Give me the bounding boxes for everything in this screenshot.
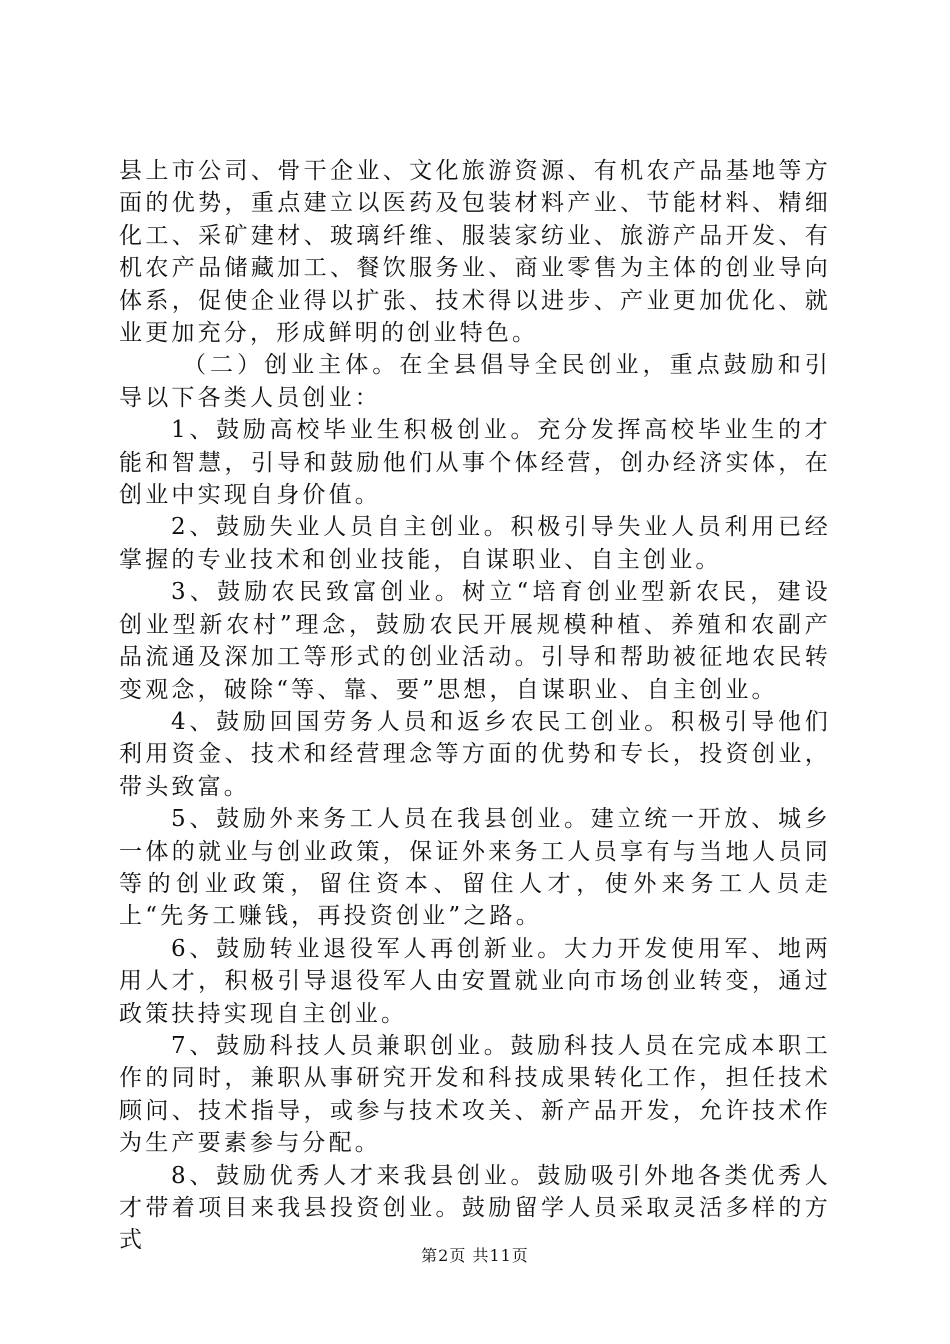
paragraph-8: 6、鼓励转业退役军人再创新业。大力开发使用军、地两用人才，积极引导退役军人由安置就业向市场创业转变，通过政策扶持实现自主创业。 [119,935,831,1027]
paragraph-9: 7、鼓励科技人员兼职创业。鼓励科技人员在完成本职工作的同时，兼职从事研究开发和科技成果转化工作，担任技术顾问、技术指导，或参与技术攻关、新产品开发，允许技术作为生产要素参与分配。 [119,1032,831,1157]
paragraph-10: 8、鼓励优秀人才来我县创业。鼓励吸引外地各类优秀人才带着项目来我县投资创业。鼓励留学人员采取灵活多样的方式 [119,1162,831,1254]
page-number-footer: 第2页 共11页 [421,1246,529,1265]
paragraph-5: 3、鼓励农民致富创业。树立“培育创业型新农民，建设创业型新农村”理念，鼓励农民开展规模种植、养殖和农副产品流通及深加工等形式的创业活动。引导和帮助被征地农民转变观念，破除“等、靠、要”思想，自谋职业、自主创业。 [119,579,831,703]
paragraph-6: 4、鼓励回国劳务人员和返乡农民工创业。积极引导他们利用资金、技术和经营理念等方面的优势和专长，投资创业，带头致富。 [119,708,831,800]
paragraph-4: 2、鼓励失业人员自主创业。积极引导失业人员利用已经掌握的专业技术和创业技能，自谋职业、自主创业。 [119,514,831,573]
document-body [119,155,831,1257]
paragraph-1: 县上市公司、骨干企业、文化旅游资源、有机农产品基地等方面的优势，重点建立以医药及包装材料产业、节能材料、精细化工、采矿建材、玻璃纤维、服装家纺业、旅游产品开发、有机农产品储藏加工、餐饮服务业、商业零售为主体的创业导向体系，促使企业得以扩张、技术得以进步、产业更加优化、就业更加充分，形成鲜明的创业特色。 [119,158,831,347]
paragraph-7: 5、鼓励外来务工人员在我县创业。建立统一开放、城乡一体的就业与创业政策，保证外来务工人员享有与当地人员同等的创业政策，留住资本、留住人才，使外来务工人员走上“先务工赚钱，再投资创业”之路。 [119,806,831,930]
paragraph-2: （二）创业主体。在全县倡导全民创业，重点鼓励和引导以下各类人员创业： [119,352,831,411]
paragraph-3: 1、鼓励高校毕业生积极创业。充分发挥高校毕业生的才能和智慧，引导和鼓励他们从事个体经营，创办经济实体，在创业中实现自身价值。 [119,417,831,509]
